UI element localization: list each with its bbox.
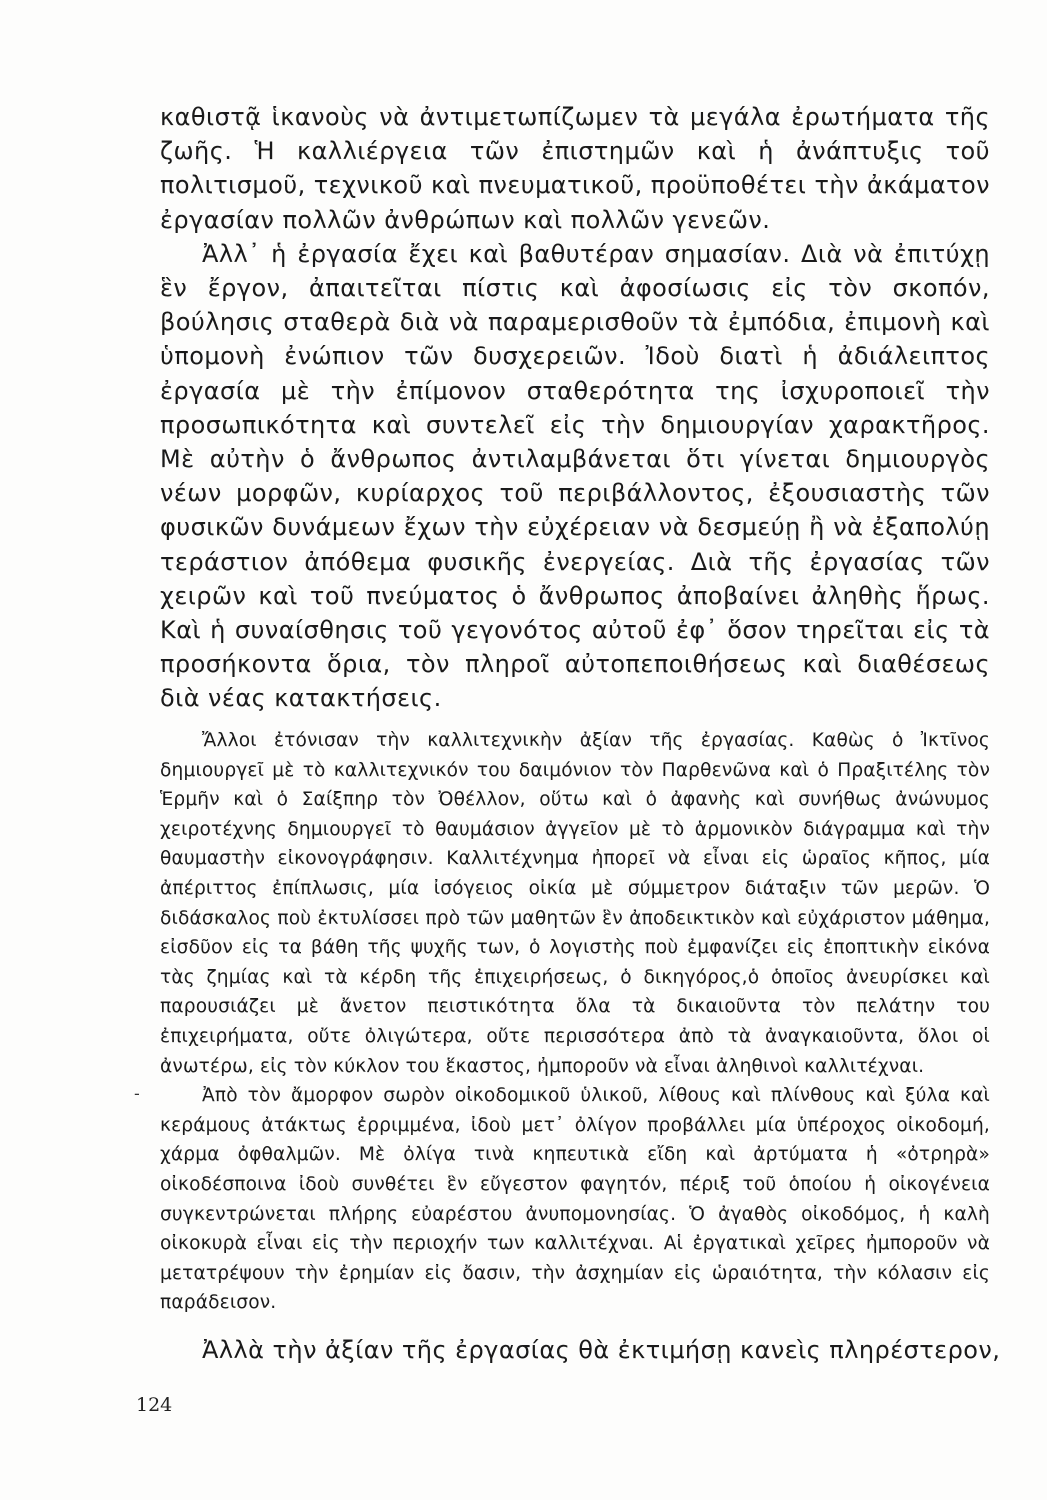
- main-text: [160, 100, 990, 716]
- small-paragraph: Ἄλλοι ἐτόνισαν τὴν καλλιτεχνικὴν ἀξίαν τῆς ἐργασίας. Καθὼς ὁ Ἰκτῖνος δημιουργεῖ μὲ τὸ καλλιτεχνικόν του δαιμόνιον τὸν Παρθενῶνα καὶ ὁ Πραξιτέλης τὸν Ἑρμῆν καὶ ὁ Σαίξπηρ τὸν Ὀθέλλον, οὕτω καὶ ὁ ἀφανὴς καὶ συνήθως ἀνώνυμος χειροτέχνης δημιουργεῖ τὸ θαυμάσιον ἀγγεῖον μὲ τὸ ἁρμονικὸν διάγραμμα καὶ τὴν θαυμαστὴν εἰκονογράφησιν. Καλλιτέχνημα ἠπορεῖ νὰ εἶναι εἰς ὡραῖος κῆπος, μία ἀπέριττος ἐπίπλωσις, μία ἰσόγειος οἰκία μὲ σύμμετρον διάταξιν τῶν μερῶν. Ὁ διδάσκαλος ποὺ ἐκτυλίσσει πρὸ τῶν μαθητῶν ἓν ἀποδεικτικὸν καὶ εὐχάριστον μάθημα, εἰσδῦον εἰς τα βάθη τῆς ψυχῆς των, ὁ λογιστὴς ποὺ ἐμφανίζει εἰς ἐποπτικὴν εἰκόνα τὰς ζημίας καὶ τὰ κέρδη τῆς ἐπιχειρήσεως, ὁ δικηγόρος,ὁ ὁποῖος ἀνευρίσκει καὶ παρουσιάζει μὲ ἄνετον πειστικότητα ὅλα τὰ δικαιοῦντα τὸν πελάτην του ἐπιχειρήματα, οὔτε ὀλιγώτερα, οὔτε περισσότερα ἀπὸ τὰ ἀναγκαιοῦντα, ὅλοι οἱ ἀνωτέρω, εἰς τὸν κύκλον του ἕκαστος, ἠμποροῦν νὰ εἶναι ἀληθινοὶ καλλιτέχναι.: [160, 730, 990, 1077]
- small-paragraph: Ἀπὸ τὸν ἄμορφον σωρὸν οἰκοδομικοῦ ὑλικοῦ, λίθους καὶ πλίνθους καὶ ξύλα καὶ κεράμους ἀτάκτως ἐρριμμένα, ἰδοὺ μετ᾽ ὀλίγον προβάλλει μία ὑπέροχος οἰκοδομή, χάρμα ὀφθαλμῶν. Μὲ ὀλίγα τινὰ κηπευτικὰ εἴδη καὶ ἀρτύματα ἡ «ὀτρηρὰ» οἰκοδέσποινα ἰδοὺ συνθέτει ἓν εὔγεστον φαγητόν, πέριξ τοῦ ὁποίου ἡ οἰκογένεια συγκεντρώνεται πλήρης εὐαρέστου ἀνυπομονησίας. Ὁ ἀγαθὸς οἰκοδόμος, ἡ καλὴ οἰκοκυρὰ εἶναι εἰς τὴν περιοχήν των καλλιτέχναι. Αἱ ἐργατικαὶ χεῖρες ἠμποροῦν νὰ μετατρέψουν τὴν ἐρημίαν εἰς ὄασιν, τὴν ἀσχημίαν εἰς ὡραιότητα, τὴν κόλασιν εἰς παράδεισον.: [160, 1085, 990, 1314]
- small-print-text: [160, 726, 990, 1318]
- main-paragraph: καθιστᾷ ἱκανοὺς νὰ ἀντιμετωπίζωμεν τὰ μεγάλα ἐρωτήματα τῆς ζωῆς. Ἡ καλλιέργεια τῶν ἐπιστημῶν καὶ ἡ ἀνάπτυξις τοῦ πολιτισμοῦ, τεχνικοῦ καὶ πνευματικοῦ, προϋποθέτει τὴν ἀκάματον ἐργασίαν πολλῶν ἀνθρώπων καὶ πολλῶν γενεῶν.: [160, 103, 990, 234]
- main-paragraph: Ἀλλ᾽ ἡ ἐργασία ἔχει καὶ βαθυτέραν σημασίαν. Διὰ νὰ ἐπιτύχῃ ἓν ἔργον, ἀπαιτεῖται πίστις καὶ ἀφοσίωσις εἰς τὸν σκοπόν, βούλησις σταθερὰ διὰ νὰ παραμερισθοῦν τὰ ἐμπόδια, ἐπιμονὴ καὶ ὑπομονὴ ἐνώπιον τῶν δυσχερειῶν. Ἰδοὺ διατὶ ἡ ἀδιάλειπτος ἐργασία μὲ τὴν ἐπίμονον σταθερότητα της ἰσχυροποιεῖ τὴν προσωπικότητα καὶ συντελεῖ εἰς τὴν δημιουργίαν χαρακτῆρος. Μὲ αὐτὴν ὁ ἄνθρωπος ἀντιλαμβάνεται ὅτι γίνεται δημιουργὸς νέων μορφῶν, κυρίαρχος τοῦ περιβάλλοντος, ἐξουσιαστὴς τῶν φυσικῶν δυνάμεων ἔχων τὴν εὐχέρειαν νὰ δεσμεύῃ ἢ νὰ ἐξαπολύῃ τεράστιον ἀπόθεμα φυσικῆς ἐνεργείας. Διὰ τῆς ἐργασίας τῶν χειρῶν καὶ τοῦ πνεύματος ὁ ἄνθρωπος ἀποβαίνει ἀληθὴς ἥρως. Καὶ ἡ συναίσθησις τοῦ γεγονότος αὐτοῦ ἐφ᾽ ὅσον τηρεῖται εἰς τὰ προσήκοντα ὅρια, τὸν πληροῖ αὐτοπεποιθήσεως καὶ διαθέσεως διὰ νέας κατακτήσεις.: [160, 239, 990, 713]
- margin-mark: -: [134, 1084, 140, 1103]
- page-number: 124: [136, 1394, 173, 1416]
- closing-text: [160, 1333, 1001, 1367]
- closing-line: Ἀλλὰ τὴν ἀξίαν τῆς ἐργασίας θὰ ἐκτιμήσῃ κανεὶς πληρέστερον,: [202, 1336, 1001, 1364]
